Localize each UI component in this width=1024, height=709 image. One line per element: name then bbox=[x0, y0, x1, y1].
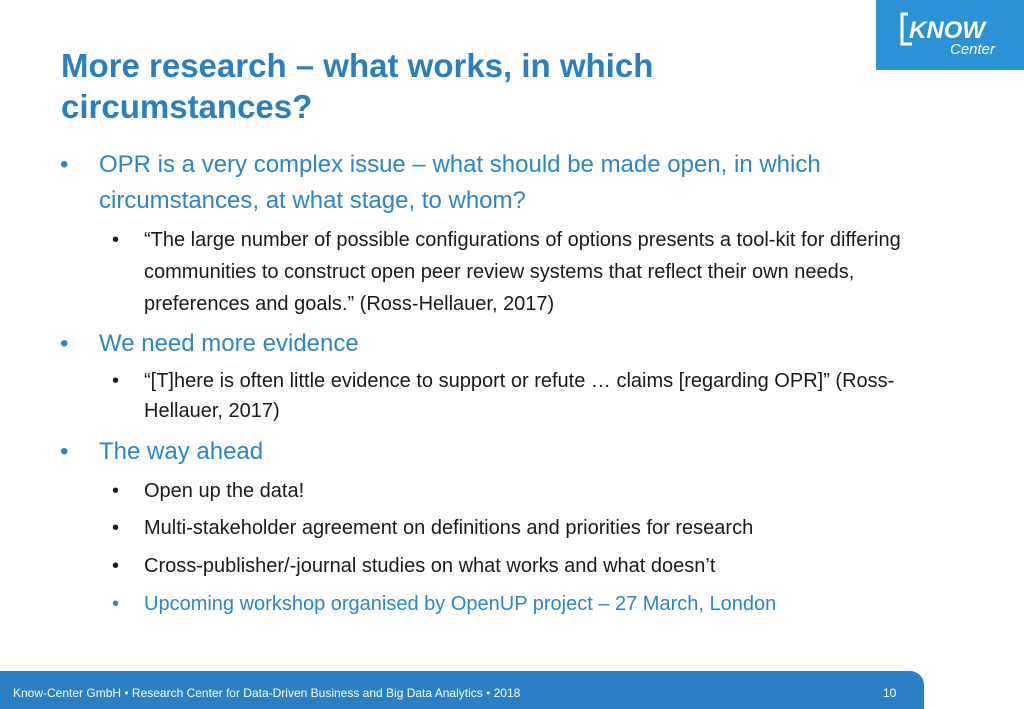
bullet-marker: • bbox=[112, 480, 120, 502]
bullet-text: “The large number of possible configurations of options presents a tool-kit for differing communities to construct open peer review systems that reflect their own needs, preferences and goals.” (Ross-Hellauer, 2017) bbox=[144, 229, 901, 315]
bullet-marker: • bbox=[112, 555, 120, 577]
svg-text:Center: Center bbox=[950, 41, 996, 58]
bullet-marker: • bbox=[60, 438, 69, 465]
svg-text:KNOW: KNOW bbox=[909, 17, 985, 44]
bullet-marker: • bbox=[60, 151, 69, 178]
footer-bar bbox=[0, 671, 924, 709]
bullet-text: We need more evidence bbox=[99, 330, 359, 357]
footer-text: Know-Center GmbH • Research Center for Data-Driven Business and Big Data Analytics • 2018 bbox=[13, 686, 521, 700]
know-center-logo bbox=[876, 0, 1024, 70]
bullet-text: Multi-stakeholder agreement on definitions and priorities for research bbox=[144, 517, 754, 539]
bullet-text: Open up the data! bbox=[144, 480, 305, 502]
bullet-marker: • bbox=[112, 370, 120, 392]
slide-title: More research – what works, in which circumstances? bbox=[61, 47, 654, 125]
bullet-text: Upcoming workshop organised by OpenUP project – 27 March, London bbox=[144, 593, 777, 615]
know-center-logo-mark bbox=[898, 10, 1008, 62]
bullet-marker: • bbox=[60, 330, 69, 357]
page-number: 10 bbox=[883, 686, 897, 700]
bullet-text: Cross-publisher/-journal studies on what works and what doesn’t bbox=[144, 555, 716, 577]
bullet-marker: • bbox=[112, 517, 120, 539]
bullet-text: OPR is a very complex issue – what should be made open, in which circumstances, at what stage, to whom? bbox=[99, 151, 821, 214]
bullet-marker: • bbox=[112, 593, 120, 615]
bullet-marker: • bbox=[112, 229, 120, 251]
bullet-text: The way ahead bbox=[99, 438, 264, 465]
bullet-text: “[T]here is often little evidence to support or refute … claims [regarding OPR]” (Ross-Hellauer, 2017) bbox=[144, 370, 895, 422]
